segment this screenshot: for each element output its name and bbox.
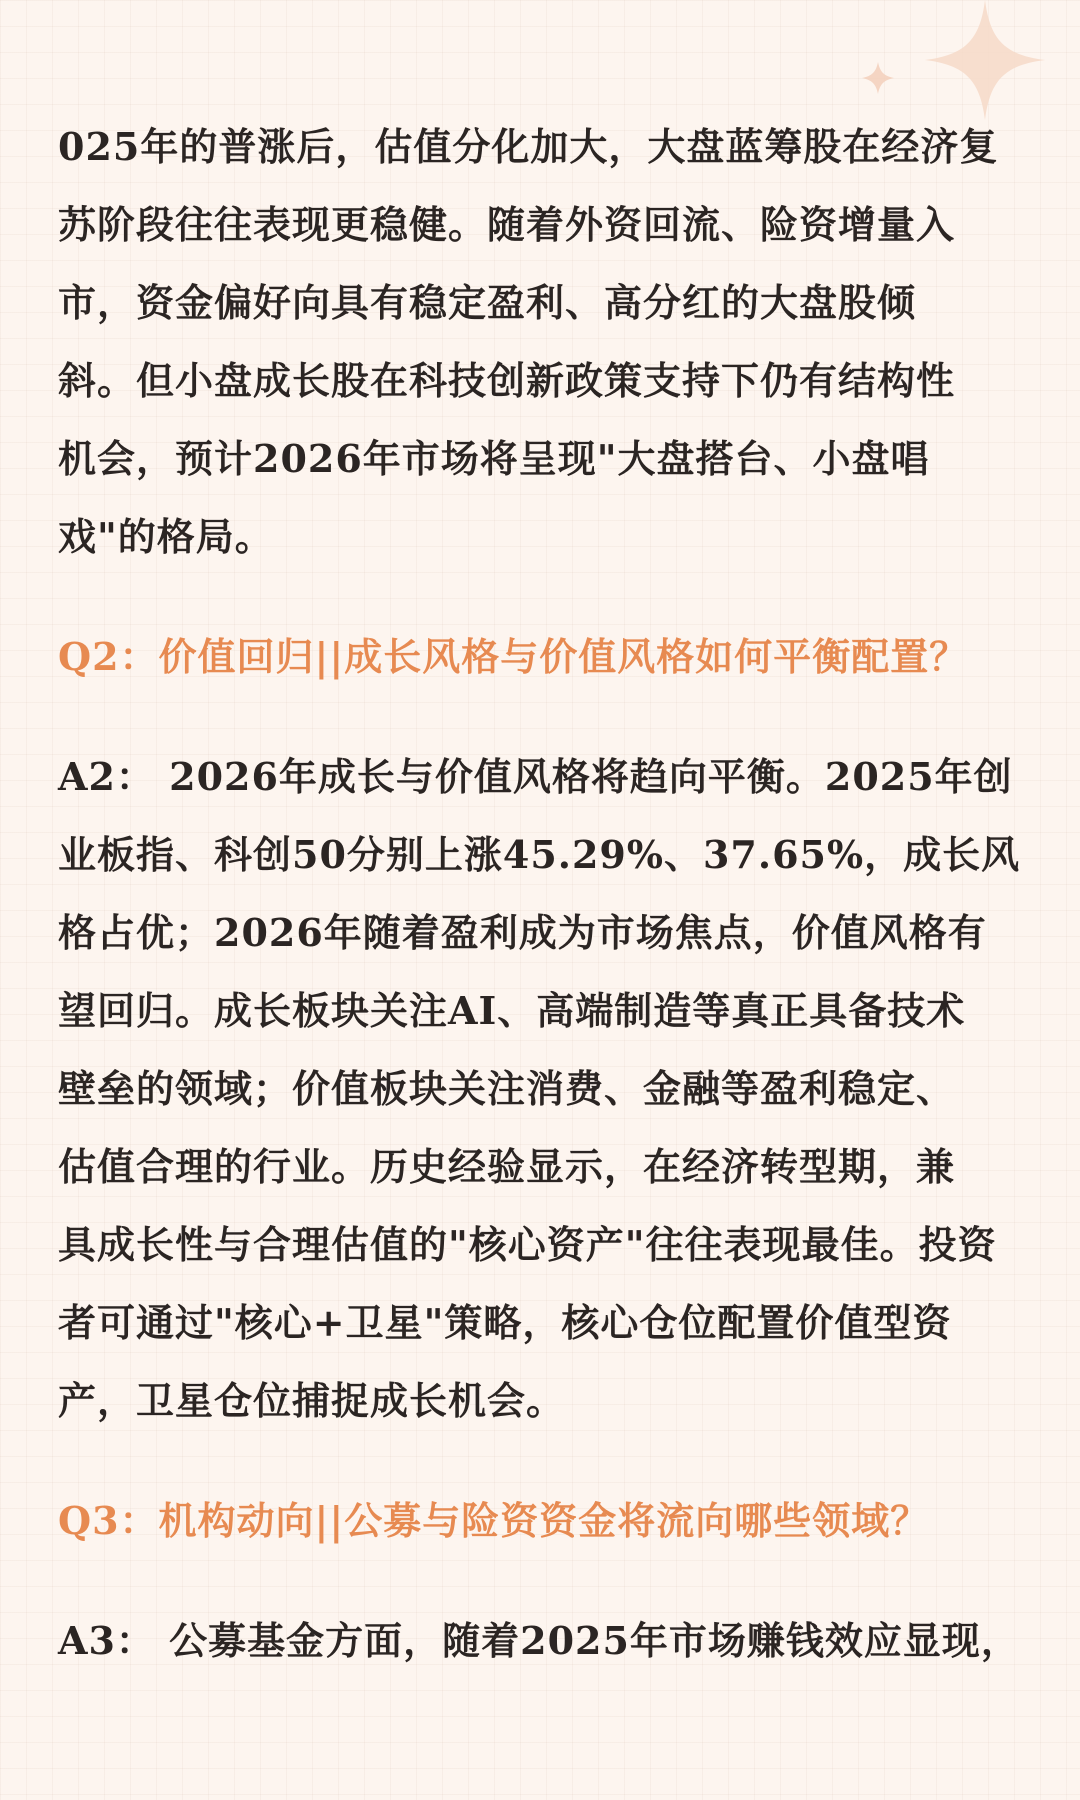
article-content xyxy=(58,108,1028,1680)
answer-3-paragraph xyxy=(58,1602,1028,1680)
text-line: A2： 2026年成长与价值风格将趋向平衡。2025年创 xyxy=(58,754,1013,799)
text-line: 产，卫星仓位捕捉成长机会。 xyxy=(58,1378,566,1423)
text-line: 壁垒的领域；价值板块关注消费、金融等盈利稳定、 xyxy=(58,1066,956,1111)
text-line: 机会，预计2026年市场将呈现"大盘搭台、小盘唱 xyxy=(58,436,930,481)
answer-2-paragraph xyxy=(58,738,1028,1440)
text-line: 估值合理的行业。历史经验显示，在经济转型期，兼 xyxy=(58,1144,956,1189)
text-line: 者可通过"核心+卫星"策略，核心仓位配置价值型资 xyxy=(58,1300,952,1345)
intro-paragraph xyxy=(58,108,1028,576)
text-line: A3： 公募基金方面，随着2025年市场赚钱效应显现， xyxy=(58,1618,1020,1663)
text-line: 025年的普涨后，估值分化加大，大盘蓝筹股在经济复 xyxy=(58,124,999,169)
text-line: 戏"的格局。 xyxy=(58,514,274,559)
question-3-heading: Q3：机构动向||公募与险资资金将流向哪些领域？ xyxy=(58,1498,930,1543)
text-line: 望回归。成长板块关注AI、高端制造等真正具备技术 xyxy=(58,988,966,1033)
text-line: 格占优；2026年随着盈利成为市场焦点，价值风格有 xyxy=(58,910,987,955)
text-line: 苏阶段往往表现更稳健。随着外资回流、险资增量入 xyxy=(58,202,956,247)
text-line: 具成长性与合理估值的"核心资产"往往表现最佳。投资 xyxy=(58,1222,997,1267)
question-2-heading: Q2：价值回归||成长风格与价值风格如何平衡配置？ xyxy=(58,634,969,679)
text-line: 斜。但小盘成长股在科技创新政策支持下仍有结构性 xyxy=(58,358,956,403)
text-line: 市，资金偏好向具有稳定盈利、高分红的大盘股倾 xyxy=(58,280,917,325)
text-line: 业板指、科创50分别上涨45.29%、37.65%，成长风 xyxy=(58,832,1021,877)
